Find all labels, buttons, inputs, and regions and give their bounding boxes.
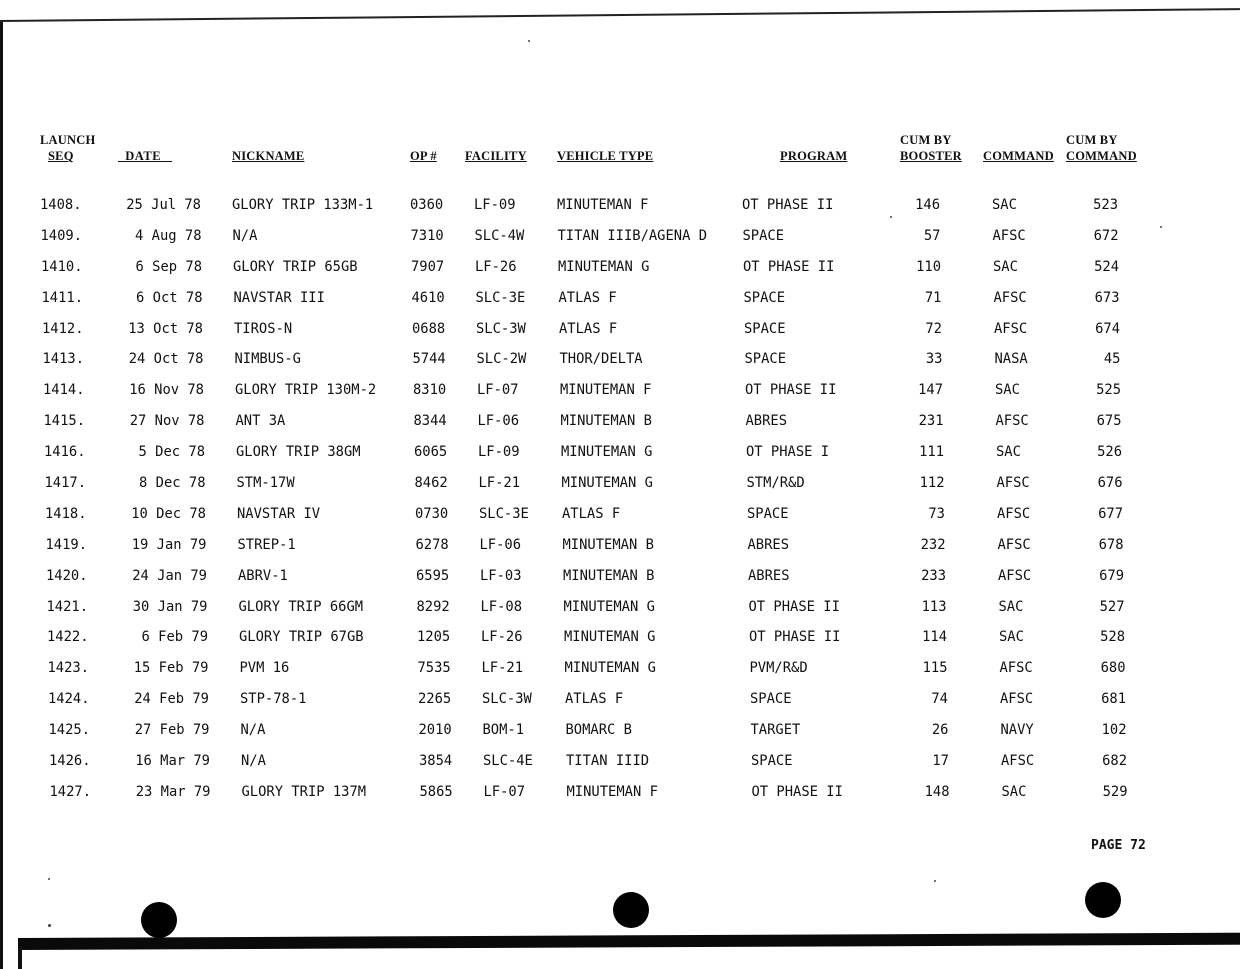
- program-cell: SPACE: [742, 227, 785, 244]
- cum-by-command-cell: 525: [1096, 382, 1121, 399]
- op-number-cell: 2010: [418, 722, 452, 739]
- nickname-cell: NIMBUS-G: [234, 351, 301, 368]
- facility-cell: LF-26: [481, 629, 523, 646]
- cum-by-command-cell: 679: [1099, 567, 1124, 584]
- cum-by-command-cell: 527: [1099, 598, 1125, 615]
- table-row: [36, 567, 1216, 598]
- launch-seq-cell: 1417.: [44, 475, 87, 492]
- vehicle-type-cell: MINUTEMAN B: [562, 536, 654, 553]
- cum-by-booster-cell: 148: [924, 783, 950, 800]
- command-cell: AFSC: [997, 536, 1031, 553]
- facility-cell: SLC-3E: [475, 289, 526, 306]
- cum-by-command-cell: 526: [1097, 444, 1122, 461]
- binder-hole-center: [613, 892, 649, 928]
- cum-by-booster-cell: 110: [916, 258, 941, 275]
- op-number-cell: 7907: [411, 258, 445, 275]
- launch-seq-cell: 1416.: [44, 444, 86, 461]
- date-cell: 27 Nov 78: [129, 413, 205, 430]
- command-cell: AFSC: [993, 289, 1027, 306]
- header-cum-command-top: CUM BY: [1066, 133, 1118, 147]
- nickname-cell: GLORY TRIP 133M-1: [232, 197, 374, 213]
- table-row: [40, 783, 1220, 814]
- header-vehicle-type: VEHICLE TYPE: [557, 149, 654, 163]
- cum-by-booster-cell: 26: [931, 722, 949, 739]
- op-number-cell: 8344: [413, 413, 447, 430]
- op-number-cell: 8310: [413, 382, 447, 399]
- table-row: [35, 474, 1215, 505]
- facility-cell: LF-09: [474, 197, 516, 213]
- vehicle-type-cell: MINUTEMAN F: [557, 197, 649, 213]
- header-launch-seq-bottom: SEQ: [48, 149, 74, 163]
- date-cell: 10 Dec 78: [131, 505, 206, 522]
- date-cell: 16 Nov 78: [129, 382, 204, 399]
- cum-by-command-cell: 676: [1097, 475, 1123, 492]
- cum-by-booster-cell: 111: [919, 444, 944, 461]
- header-op: OP #: [410, 149, 437, 163]
- facility-cell: LF-26: [475, 258, 517, 275]
- facility-cell: LF-07: [483, 783, 526, 800]
- command-cell: AFSC: [996, 475, 1030, 492]
- table-row: [39, 721, 1219, 752]
- cum-by-command-cell: 524: [1094, 258, 1119, 275]
- facility-cell: LF-09: [478, 444, 520, 461]
- table-row: [39, 752, 1219, 783]
- table-row: [34, 443, 1214, 474]
- vehicle-type-cell: ATLAS F: [559, 320, 618, 337]
- cum-by-command-cell: 529: [1102, 783, 1128, 800]
- cum-by-booster-cell: 71: [924, 289, 942, 306]
- program-cell: OT PHASE II: [742, 197, 834, 213]
- launch-seq-cell: 1426.: [49, 753, 91, 770]
- scan-border-left: [0, 22, 3, 969]
- facility-cell: BOM-1: [482, 722, 525, 739]
- cum-by-command-cell: 45: [1103, 351, 1121, 368]
- program-cell: SPACE: [750, 691, 792, 708]
- launch-seq-cell: 1427.: [49, 783, 92, 800]
- vehicle-type-cell: ATLAS F: [558, 289, 617, 306]
- cum-by-command-cell: 682: [1102, 753, 1127, 770]
- cum-by-command-cell: 672: [1093, 227, 1119, 244]
- command-cell: AFSC: [992, 227, 1026, 244]
- command-cell: AFSC: [1001, 753, 1035, 770]
- table-row: [32, 320, 1212, 351]
- table-row: [36, 536, 1216, 567]
- cum-by-command-cell: 102: [1101, 722, 1127, 739]
- nickname-cell: GLORY TRIP 137M: [241, 783, 367, 800]
- program-cell: OT PHASE II: [743, 258, 835, 275]
- nickname-cell: GLORY TRIP 66GM: [238, 598, 364, 615]
- date-cell: 23 Mar 79: [135, 783, 211, 800]
- cum-by-command-cell: 523: [1093, 197, 1118, 213]
- command-cell: SAC: [999, 629, 1024, 646]
- vehicle-type-cell: THOR/DELTA: [559, 351, 643, 368]
- op-number-cell: 0360: [410, 197, 444, 213]
- nickname-cell: GLORY TRIP 38GM: [236, 444, 361, 461]
- launch-seq-cell: 1419.: [45, 536, 88, 553]
- launch-seq-cell: 1422.: [47, 629, 89, 646]
- op-number-cell: 5744: [412, 351, 446, 368]
- cum-by-booster-cell: 33: [925, 351, 943, 368]
- cum-by-command-cell: 681: [1101, 691, 1126, 708]
- date-cell: 4 Aug 78: [135, 227, 202, 244]
- facility-cell: LF-08: [480, 598, 523, 615]
- page-number: PAGE 72: [1091, 838, 1146, 853]
- launch-seq-cell: 1424.: [48, 691, 90, 708]
- vehicle-type-cell: MINUTEMAN G: [564, 629, 656, 646]
- program-cell: OT PHASE II: [745, 382, 837, 399]
- facility-cell: LF-07: [477, 382, 519, 399]
- command-cell: AFSC: [999, 660, 1033, 677]
- table-row: [33, 350, 1213, 381]
- header-date-label: DATE: [125, 149, 162, 163]
- program-cell: ABRES: [745, 413, 788, 430]
- date-cell: 30 Jan 79: [132, 598, 208, 615]
- date-cell: 15 Feb 79: [133, 660, 209, 677]
- nickname-cell: NAVSTAR III: [233, 289, 325, 306]
- facility-cell: LF-21: [481, 660, 524, 677]
- table-row: [31, 258, 1211, 289]
- date-cell: 25 Jul 78: [126, 197, 201, 213]
- date-cell: 19 Jan 79: [131, 536, 207, 553]
- cum-by-command-cell: 673: [1094, 289, 1120, 306]
- facility-cell: LF-06: [477, 413, 520, 430]
- date-cell: 6 Sep 78: [135, 258, 202, 275]
- table-body: [30, 196, 1210, 814]
- command-cell: AFSC: [997, 505, 1031, 522]
- scan-speck: [934, 880, 936, 882]
- command-cell: NASA: [994, 351, 1028, 368]
- table-row: [37, 628, 1217, 659]
- nickname-cell: NAVSTAR IV: [237, 505, 321, 522]
- op-number-cell: 6595: [416, 567, 450, 584]
- launch-seq-cell: 1420.: [46, 567, 88, 584]
- header-cum-by-command: [1066, 132, 1137, 164]
- facility-cell: LF-06: [479, 536, 522, 553]
- date-cell: 24 Jan 79: [132, 567, 207, 584]
- cum-by-booster-cell: 147: [918, 382, 943, 399]
- cum-by-command-cell: 675: [1096, 413, 1122, 430]
- vehicle-type-cell: MINUTEMAN G: [561, 444, 653, 461]
- nickname-cell: STM-17W: [236, 475, 295, 492]
- cum-by-booster-cell: 74: [931, 691, 948, 708]
- op-number-cell: 2265: [418, 691, 452, 708]
- program-cell: OT PHASE II: [749, 629, 841, 646]
- program-cell: SPACE: [744, 351, 787, 368]
- scan-border-top: [0, 8, 1240, 22]
- header-cum-booster-bottom: BOOSTER: [900, 149, 962, 163]
- vehicle-type-cell: ATLAS F: [565, 691, 624, 708]
- nickname-cell: GLORY TRIP 67GB: [239, 629, 364, 646]
- facility-cell: SLC-2W: [476, 351, 527, 368]
- op-number-cell: 0688: [412, 320, 446, 337]
- op-number-cell: 3854: [419, 753, 453, 770]
- launch-seq-cell: 1418.: [45, 505, 87, 522]
- vehicle-type-cell: MINUTEMAN G: [563, 598, 655, 615]
- launch-seq-cell: 1414.: [43, 382, 85, 399]
- cum-by-booster-cell: 57: [923, 227, 941, 244]
- cum-by-booster-cell: 17: [932, 753, 949, 770]
- launch-seq-cell: 1409.: [40, 227, 83, 244]
- date-cell: 24 Oct 78: [128, 351, 204, 368]
- header-nickname: NICKNAME: [232, 149, 305, 163]
- date-cell: 27 Feb 79: [134, 722, 210, 739]
- program-cell: TARGET: [750, 722, 801, 739]
- op-number-cell: 0730: [415, 505, 449, 522]
- launch-seq-cell: 1412.: [42, 320, 84, 337]
- launch-seq-cell: 1415.: [43, 413, 86, 430]
- scan-border-corner: [18, 948, 22, 969]
- date-cell: 6 Feb 79: [141, 629, 208, 646]
- table-row: [30, 196, 1210, 227]
- date-cell: 16 Mar 79: [135, 753, 210, 770]
- scan-speck: [48, 878, 50, 880]
- vehicle-type-cell: BOMARC B: [565, 722, 632, 739]
- header-facility: FACILITY: [465, 149, 527, 163]
- nickname-cell: PVM 16: [239, 660, 290, 677]
- binder-hole-right: [1085, 882, 1121, 918]
- nickname-cell: ANT 3A: [235, 413, 286, 430]
- op-number-cell: 1205: [417, 629, 451, 646]
- command-cell: SAC: [998, 598, 1024, 615]
- launch-seq-cell: 1421.: [46, 598, 89, 615]
- facility-cell: LF-21: [478, 475, 521, 492]
- cum-by-command-cell: 528: [1100, 629, 1125, 646]
- facility-cell: SLC-4W: [474, 227, 525, 244]
- cum-by-command-cell: 677: [1098, 505, 1123, 522]
- facility-cell: SLC-4E: [483, 753, 533, 770]
- op-number-cell: 6278: [415, 536, 449, 553]
- command-cell: SAC: [995, 382, 1020, 399]
- command-cell: AFSC: [998, 567, 1032, 584]
- facility-cell: SLC-3W: [482, 691, 532, 708]
- cum-by-booster-cell: 73: [928, 505, 945, 522]
- cum-by-booster-cell: 146: [915, 197, 940, 213]
- vehicle-type-cell: MINUTEMAN F: [566, 783, 658, 800]
- op-number-cell: 6065: [414, 444, 448, 461]
- command-cell: AFSC: [1000, 691, 1034, 708]
- command-cell: AFSC: [995, 413, 1029, 430]
- op-number-cell: 7310: [410, 227, 444, 244]
- nickname-cell: N/A: [240, 722, 266, 739]
- program-cell: SPACE: [751, 753, 793, 770]
- header-launch-seq: [40, 132, 95, 164]
- header-cum-by-booster: [900, 132, 962, 164]
- cum-by-booster-cell: 232: [920, 536, 946, 553]
- program-cell: SPACE: [743, 289, 786, 306]
- date-cell: 5 Dec 78: [138, 444, 205, 461]
- op-number-cell: 8462: [414, 475, 448, 492]
- launch-seq-cell: 1408.: [40, 197, 82, 213]
- vehicle-type-cell: MINUTEMAN F: [560, 382, 652, 399]
- program-cell: SPACE: [747, 505, 789, 522]
- vehicle-type-cell: MINUTEMAN G: [564, 660, 656, 677]
- header-cum-booster-top: CUM BY: [900, 133, 952, 147]
- facility-cell: SLC-3W: [476, 320, 526, 337]
- program-cell: PVM/R&D: [749, 660, 808, 677]
- launch-table: [30, 126, 1210, 800]
- cum-by-booster-cell: 231: [918, 413, 944, 430]
- vehicle-type-cell: MINUTEMAN G: [561, 475, 653, 492]
- launch-seq-cell: 1410.: [41, 258, 83, 275]
- binder-hole-left: [141, 902, 177, 938]
- vehicle-type-cell: ATLAS F: [562, 505, 621, 522]
- program-cell: ABRES: [748, 567, 790, 584]
- nickname-cell: STP-78-1: [240, 691, 307, 708]
- table-row: [38, 659, 1218, 690]
- launch-seq-cell: 1423.: [47, 660, 90, 677]
- command-cell: AFSC: [994, 320, 1028, 337]
- cum-by-command-cell: 678: [1098, 536, 1124, 553]
- vehicle-type-cell: MINUTEMAN B: [563, 567, 655, 584]
- launch-seq-cell: 1425.: [48, 722, 91, 739]
- table-row: [31, 227, 1211, 258]
- table-row: [37, 598, 1217, 629]
- nickname-cell: STREP-1: [237, 536, 296, 553]
- program-cell: ABRES: [747, 536, 790, 553]
- program-cell: STM/R&D: [746, 475, 805, 492]
- command-cell: SAC: [996, 444, 1021, 461]
- table-row: [34, 412, 1214, 443]
- date-cell: 13 Oct 78: [128, 320, 203, 337]
- program-cell: OT PHASE II: [748, 598, 840, 615]
- facility-cell: SLC-3E: [479, 505, 529, 522]
- nickname-cell: TIROS-N: [234, 320, 293, 337]
- header-date: [118, 148, 172, 164]
- nickname-cell: GLORY TRIP 65GB: [233, 258, 358, 275]
- command-cell: SAC: [1001, 783, 1027, 800]
- header-program: PROGRAM: [780, 149, 848, 163]
- nickname-cell: N/A: [232, 227, 258, 244]
- cum-by-command-cell: 674: [1095, 320, 1120, 337]
- cum-by-booster-cell: 112: [919, 475, 945, 492]
- command-cell: SAC: [992, 197, 1017, 213]
- date-cell: 6 Oct 78: [136, 289, 203, 306]
- date-cell: 8 Dec 78: [139, 475, 206, 492]
- table-row: [32, 289, 1212, 320]
- table-row: [33, 381, 1213, 412]
- cum-by-booster-cell: 113: [921, 598, 947, 615]
- op-number-cell: 5865: [419, 783, 453, 800]
- header-cum-command-bottom: COMMAND: [1066, 149, 1137, 163]
- header-launch-seq-top: LAUNCH: [40, 133, 96, 147]
- scan-border-bottom: [18, 933, 1240, 950]
- date-cell: 24 Feb 79: [134, 691, 209, 708]
- op-number-cell: 7535: [417, 660, 451, 677]
- facility-cell: LF-03: [480, 567, 522, 584]
- op-number-cell: 8292: [416, 598, 450, 615]
- launch-seq-cell: 1413.: [42, 351, 85, 368]
- header-command: COMMAND: [983, 149, 1054, 163]
- program-cell: OT PHASE I: [746, 444, 830, 461]
- op-number-cell: 4610: [411, 289, 445, 306]
- cum-by-booster-cell: 233: [921, 567, 946, 584]
- program-cell: OT PHASE II: [751, 783, 843, 800]
- cum-by-booster-cell: 115: [922, 660, 948, 677]
- vehicle-type-cell: MINUTEMAN B: [560, 413, 652, 430]
- launch-seq-cell: 1411.: [41, 289, 84, 306]
- command-cell: NAVY: [1000, 722, 1034, 739]
- nickname-cell: GLORY TRIP 130M-2: [235, 382, 377, 399]
- cum-by-booster-cell: 72: [925, 320, 942, 337]
- cum-by-command-cell: 680: [1100, 660, 1126, 677]
- scan-speck: [48, 924, 51, 927]
- program-cell: SPACE: [744, 320, 786, 337]
- scan-speck: [528, 40, 530, 42]
- table-row: [35, 505, 1215, 536]
- vehicle-type-cell: MINUTEMAN G: [558, 258, 650, 275]
- nickname-cell: ABRV-1: [238, 567, 288, 584]
- table-header: [30, 126, 1210, 186]
- cum-by-booster-cell: 114: [922, 629, 947, 646]
- nickname-cell: N/A: [241, 753, 266, 770]
- command-cell: SAC: [993, 258, 1018, 275]
- vehicle-type-cell: TITAN IIID: [566, 753, 650, 770]
- table-row: [38, 690, 1218, 721]
- vehicle-type-cell: TITAN IIIB/AGENA D: [557, 227, 708, 244]
